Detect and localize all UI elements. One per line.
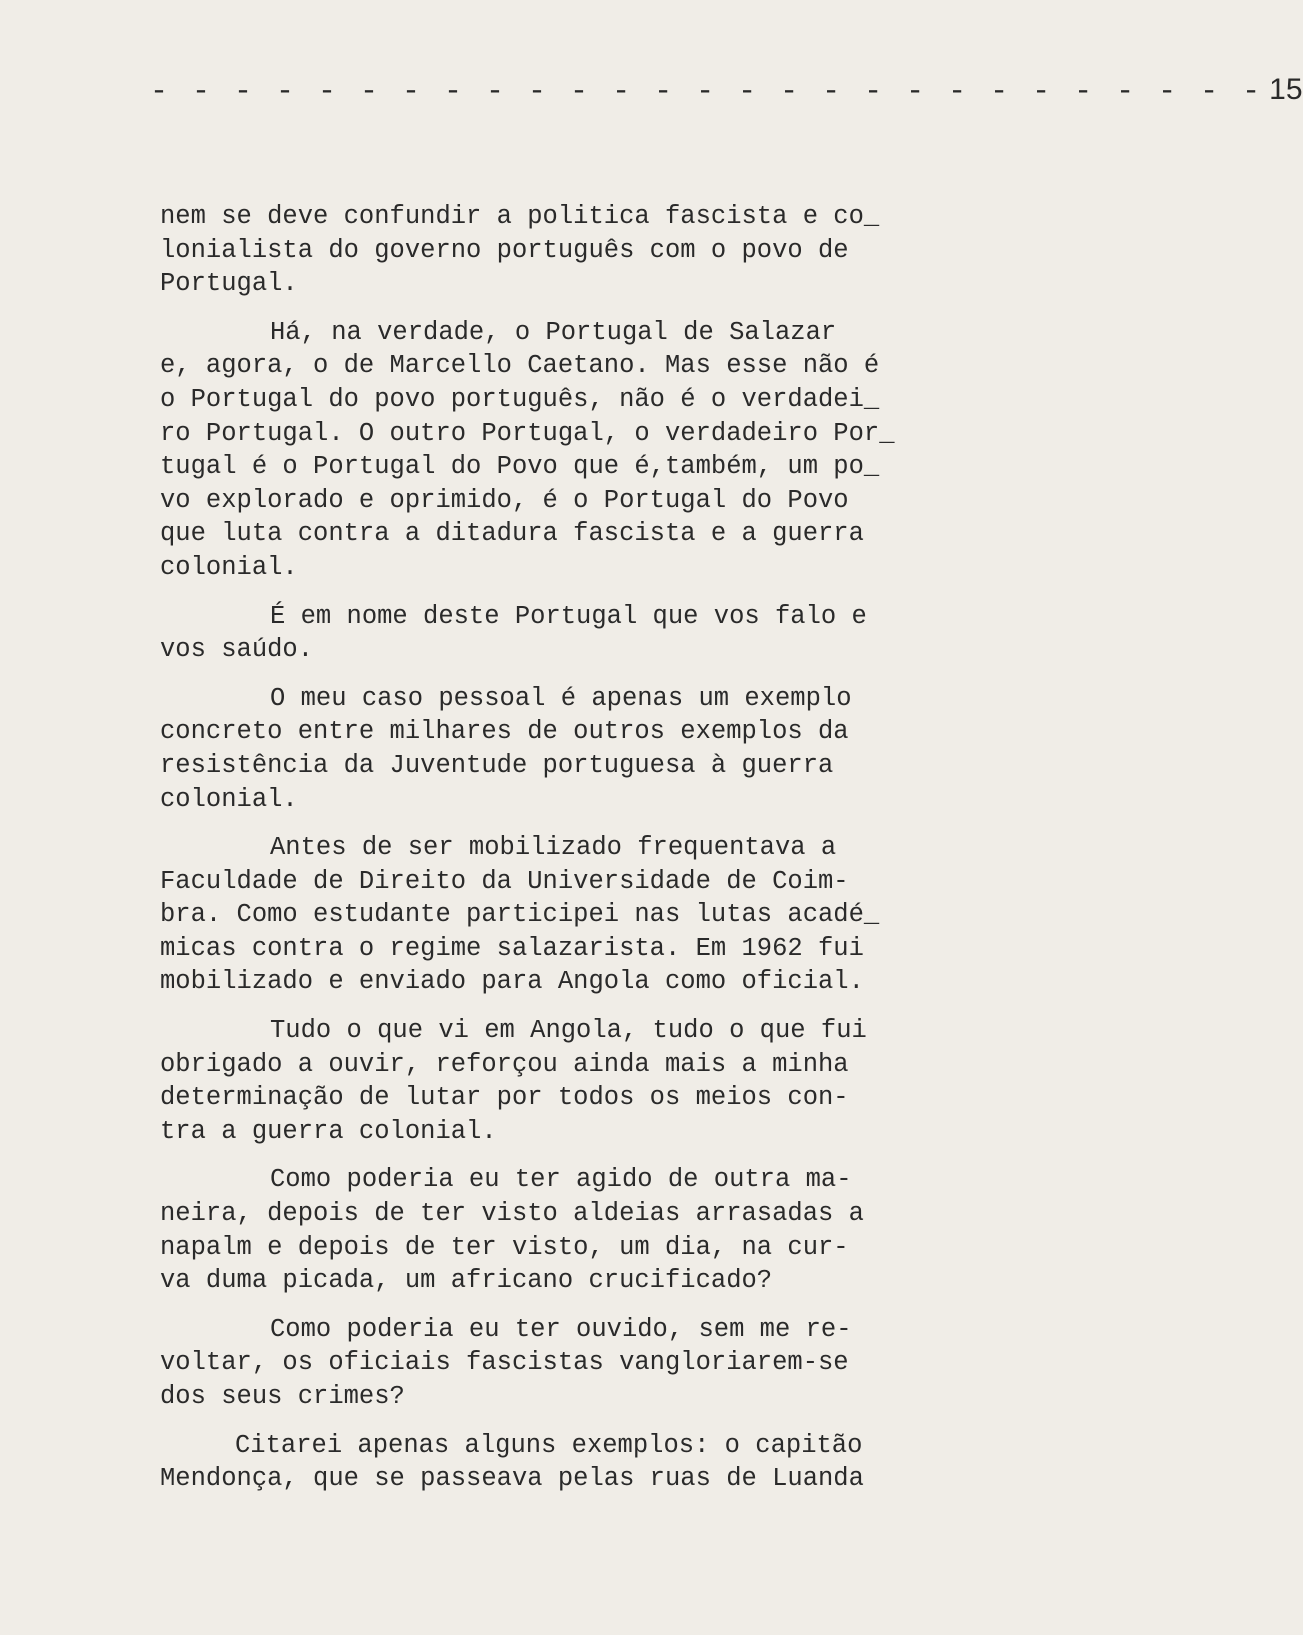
text-line: concreto entre milhares de outros exemplos da bbox=[160, 717, 849, 747]
text-line: dos seus crimes? bbox=[160, 1382, 405, 1411]
text-line: Como poderia eu ter agido de outra ma- bbox=[270, 1165, 852, 1195]
document-body bbox=[160, 200, 895, 1511]
text-line: o Portugal do povo português, não é o verdadei_ bbox=[160, 384, 880, 414]
text-line: napalm e depois de ter visto, um dia, na cur- bbox=[160, 1232, 849, 1262]
text-line: O meu caso pessoal é apenas um exemplo bbox=[270, 683, 852, 713]
header-dash-rule: - - - - - - - - - - - - - - - - - - - - - - - - - - - bbox=[150, 75, 1264, 109]
text-line: va duma picada, um africano crucificado? bbox=[160, 1266, 773, 1296]
paragraph bbox=[160, 831, 895, 999]
text-line: vos saúdo. bbox=[160, 635, 314, 665]
text-line: que luta contra a ditadura fascista e a guerra bbox=[160, 519, 864, 549]
text-line: bra. Como estudante participei nas lutas acadé_ bbox=[160, 900, 880, 930]
text-line: nem se deve confundir a politica fascista e co_ bbox=[160, 202, 880, 231]
paragraph bbox=[160, 316, 895, 585]
paragraph bbox=[160, 1014, 895, 1148]
text-line: tugal é o Portugal do Povo que é,também, um po_ bbox=[160, 452, 880, 482]
paragraph bbox=[160, 1429, 895, 1496]
paragraph bbox=[160, 682, 895, 816]
paragraph bbox=[160, 1163, 895, 1297]
text-line: Portugal. bbox=[160, 269, 298, 299]
text-line: neira, depois de ter visto aldeias arrasadas a bbox=[160, 1199, 864, 1229]
text-line: micas contra o regime salazarista. Em 1962 fui bbox=[160, 933, 864, 963]
page-number: 15 bbox=[1269, 73, 1303, 106]
text-line: mobilizado e enviado para Angola como oficial. bbox=[160, 967, 864, 997]
text-line: Tudo o que vi em Angola, tudo o que fui bbox=[270, 1016, 867, 1046]
text-line: Há, na verdade, o Portugal de Salazar bbox=[270, 317, 837, 347]
text-line: Faculdade de Direito da Universidade de Coim- bbox=[160, 866, 849, 896]
text-line: vo explorado e oprimido, é o Portugal do Povo bbox=[160, 485, 849, 515]
text-line: ro Portugal. O outro Portugal, o verdadeiro Por_ bbox=[160, 418, 895, 448]
text-line: obrigado a ouvir, reforçou ainda mais a minha bbox=[160, 1049, 849, 1079]
text-line: voltar, os oficiais fascistas vangloriarem-se bbox=[160, 1348, 849, 1378]
paragraph bbox=[160, 200, 895, 301]
paragraph bbox=[160, 600, 895, 667]
text-line: lonialista do governo português com o povo de bbox=[160, 235, 849, 265]
text-line: Antes de ser mobilizado frequentava a bbox=[270, 833, 837, 863]
page-header bbox=[150, 70, 1303, 110]
text-line: tra a guerra colonial. bbox=[160, 1116, 497, 1146]
text-line: É em nome deste Portugal que vos falo e bbox=[270, 601, 867, 631]
paragraph bbox=[160, 1313, 895, 1414]
text-line: Mendonça, que se passeava pelas ruas de Luanda bbox=[160, 1464, 864, 1494]
text-line: Como poderia eu ter ouvido, sem me re- bbox=[270, 1314, 852, 1344]
text-line: determinação de lutar por todos os meios con- bbox=[160, 1083, 849, 1113]
text-line: resistência da Juventude portuguesa à guerra bbox=[160, 750, 834, 780]
text-line: e, agora, o de Marcello Caetano. Mas esse não é bbox=[160, 351, 880, 381]
text-line: colonial. bbox=[160, 784, 298, 814]
text-line: Citarei apenas alguns exemplos: o capitão bbox=[235, 1430, 863, 1460]
text-line: colonial. bbox=[160, 552, 298, 582]
